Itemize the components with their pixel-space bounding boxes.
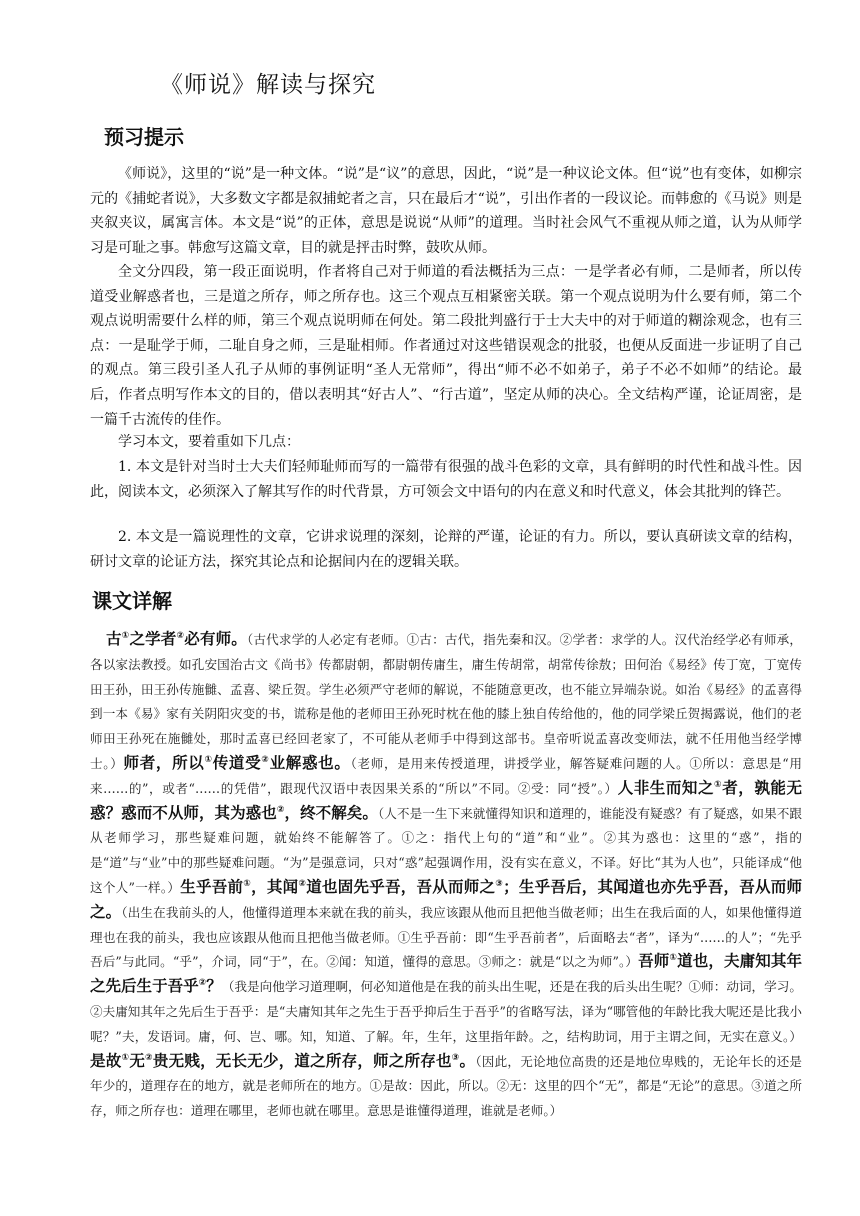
annotation: （因此，无论地位高贵的还是地位卑贱的，无论年长的还是年少的，道理存在的地方，就是老师所在的地方。①是故：因此，所以。②无：这里的四个“无”，都是“无论”的意思。③道之所存，师之所存也：道理在哪里，老师也就在哪里。意思是谁懂得道理，谁就是老师。） xyxy=(90,1053,803,1119)
original-text: 吾师①道也，夫庸知其年之先后生于吾乎②？ xyxy=(90,952,802,996)
annotation: （老师，是用来传授道理，讲授学业，解答疑难问题的人。①所以：意思是“用来……的”，或者“……的凭借”，跟现代汉语中表因果关系的“所以”不同。②受：同“授”。） xyxy=(90,755,802,796)
preview-paragraph-2: 全文分四段，第一段正面说明，作者将自己对于师道的看法概括为三点：一是学者必有师，二是师者，所以传道受业解惑者也，三是道之所存，师之所存也。这三个观点互相紧密关联。第一个观点说明为什么要有师，第二个观点说明需要什么样的师，第三个观点说明师在何处。第二段批判盛行于士大夫中的对于师道的糊涂观念，也有三点：一是耻学于师，二耻自身之师，三是耻相师。作者通过对这些错误观念的批驳，也便从反面进一步证明了自己的观点。第三段引圣人孔子从师的事例证明“圣人无常师”，得出“师不必不如弟子，弟子不必不如师”的结论。最后，作者点明写作本文的目的，借以表明其“好古人”、“行古道”，坚定从师的决心。全文结构严谨，论证周密，是一篇千古流传的佳作。 xyxy=(90,264,802,428)
preview-paragraph-3: 学习本文，要着重如下几点： xyxy=(118,434,300,450)
annotation: （古代求学的人必定有老师。①古：古代，指先秦和汉。②学者：求学的人。汉代治经学必有师承，各以家法教授。如孔安国治古文《尚书》传都尉朝，都尉朝传庸生，庸生传胡常，胡常传徐敖；田何治《易经》传丁宽，丁宽传田王孙，田王孙传施雠、孟喜、梁丘贺。学生必须严守老师的解说，不能随意更改，也不能立异端杂说。如治《易经》的孟喜得到一本《易》家有关阴阳灾变的书，谎称是他的老师田王孙死时枕在他的膝上独自传给他的，他的同学梁丘贺揭露说，他们的老师田王孙死在施雠处，那时孟喜已经回老家了，不可能从老师手中得到这部书。皇帝听说孟喜改变师法，就不任用他当经学博士。） xyxy=(90,632,802,771)
annotation: （人不是一生下来就懂得知识和道理的，谁能没有疑惑？有了疑惑，如果不跟从老师学习，那些疑难问题，就始终不能解答了。①之：指代上句的“道”和“业”。②其为惑也：这里的“惑”，指的是“道”与“业”中的那些疑难问题。“为”是强意词，只对“惑”起强调作用，没有实在意义，不译。好比“其为人也”，只能译成“他这个人”一样。） xyxy=(90,805,802,895)
document-title: 《师说》解读与探究 xyxy=(160,72,376,98)
original-text: 是故①无②贵无贱，无长无少，道之所存，师之所存也③。 xyxy=(90,1051,476,1070)
detail-heading: 课文详解 xyxy=(92,589,172,613)
text-explanation-block xyxy=(90,627,802,1123)
original-text: 古①之学者②必有师。 xyxy=(106,630,247,648)
original-text: 师者，所以①传道受②业解惑也。 xyxy=(123,753,351,772)
annotation: （我是向他学习道理啊，何必知道他是在我的前头出生呢，还是在我的后头出生呢？①师：动词，学习。②夫庸知其年之先后生于吾乎：是“夫庸知其年之先生于吾乎抑后生于吾乎”的省略写法，译为“哪管他的年龄比我大呢还是比我小呢？”夫，发语词。庸，何、岂、哪。知，知道、了解。年，生年，这里指年龄。之，结构助词，用于主谓之间，无实在意义。） xyxy=(90,979,802,1044)
preview-point-2: 2. 本文是一篇说理性的文章，它讲求说理的深刻，论辩的严谨，论证的有力。所以，要认真研读文章的结构，研讨文章的论证方法，探究其论点和论据间内在的逻辑关联。 xyxy=(90,529,802,570)
preview-paragraph-1: 《师说》，这里的“说”是一种文体。“说”是“议”的意思，因此，“说”是一种议论文体。但“说”也有变体，如柳宗元的《捕蛇者说》，大多数文字都是叙捕蛇者之言，只在最后才“说”，引出作者的一段议论。而韩愈的《马说》则是夹叙夹议，属寓言体。本文是“说”的正体，意思是说说“从师”的道理。当时社会风气不重视从师之道，认为从师学习是可耻之事。韩愈写这篇文章，目的就是抨击时弊，鼓吹从师。 xyxy=(90,166,802,256)
original-text: 人非生而知之①者，孰能无惑？惑而不从师，其为惑也②，终不解矣。 xyxy=(90,778,802,822)
preview-point-1: 1. 本文是针对当时士大夫们轻师耻师而写的一篇带有很强的战斗色彩的文章，具有鲜明的时代性和战斗性。因此，阅读本文，必须深入了解其写作的时代背景，方可领会文中语句的内在意义和时代意义，体会其批判的锋芒。 xyxy=(90,459,802,500)
annotation: （出生在我前头的人，他懂得道理本来就在我的前头，我应该跟从他而且把他当做老师；出生在我后面的人，如果他懂得道理也在我的前头，我也应该跟从他而且把他当做老师。①生乎吾前：即“生乎吾前者”，后面略去“者”，译为“……的人”；“先乎吾后”与此同。“乎”，介词，同“于”，在。②闻：知道，懂得的意思。③师之：就是“以之为师”。） xyxy=(90,904,802,970)
preview-heading: 预习提示 xyxy=(104,125,184,149)
original-text: 生乎吾前①，其闻②道也固先乎吾，吾从而师之③；生乎吾后，其闻道也亦先乎吾，吾从而师之。 xyxy=(90,877,802,921)
